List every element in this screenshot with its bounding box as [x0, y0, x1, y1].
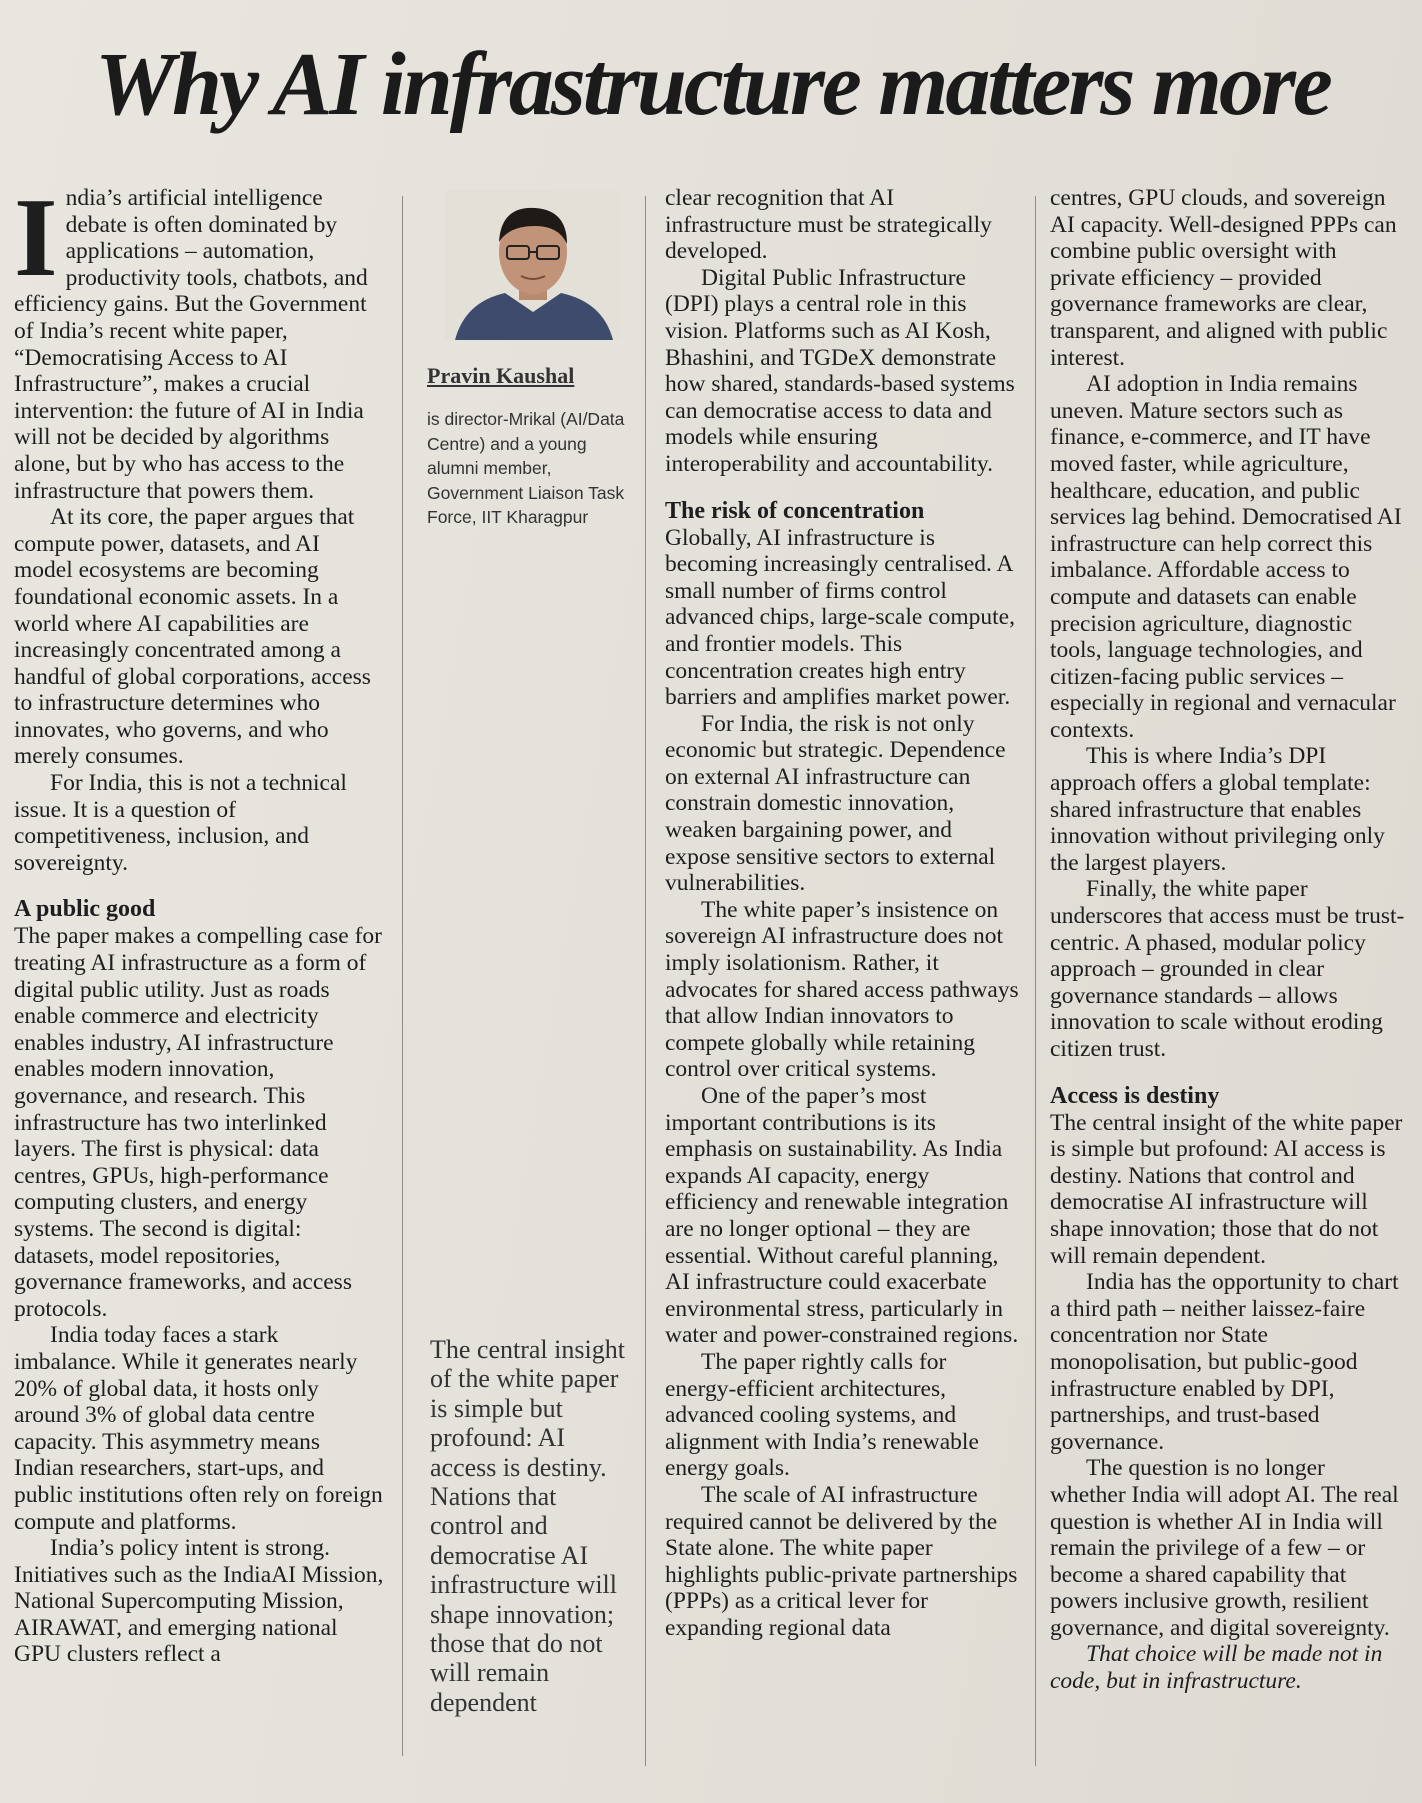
paragraph: At its core, the paper argues that compute power, datasets, and AI model ecosystems are becoming foundational economic assets. In a world where AI capabilities are increasingly concentrated among a handful of global corporations, access to infrastructure determines who innovates, who governs, and who merely consumes.: [14, 504, 371, 770]
author-photo: [445, 190, 620, 340]
paragraph: The central insight of the white paper is simple but profound: AI access is destiny. Nations that control and democratise AI infrastructure will shape innovation; those that do not will remain dependent.: [1050, 1109, 1403, 1269]
article-column-4: [1050, 185, 1405, 1695]
column-divider: [645, 196, 646, 1766]
paragraph: The question is no longer whether India will adopt AI. The real question is whether AI in India will remain the privilege of a few – or become a shared capability that powers inclusive growth, resilient governance, and digital sovereignty.: [1050, 1455, 1399, 1641]
paragraph: India today faces a stark imbalance. While it generates nearly 20% of global data, it hosts only around 3% of global data centre capacity. This asymmetry means Indian researchers, start-ups, and public institutions often rely on foreign compute and platforms.: [14, 1322, 383, 1535]
paragraph: India has the opportunity to chart a third path – neither laissez-faire concentration nor State monopolisation, but public-good infrastructure enabled by DPI, partnerships, and trust-based governance.: [1050, 1269, 1399, 1455]
article-column-1: [14, 176, 384, 1668]
closing-line: That choice will be made not in code, but in infrastructure.: [1050, 1641, 1383, 1695]
subheading-risk-of-concentration: The risk of concentration: [665, 497, 925, 524]
pull-quote: The central insight of the white paper is simple but profound: AI access is destiny. Nations that control and democratise AI infrastructure will shape innovation; those that do not will remain dependent: [430, 1335, 625, 1717]
subheading-public-good: A public good: [14, 896, 156, 923]
paragraph: The paper makes a compelling case for treating AI infrastructure as a form of digital public utility. Just as roads enable commerce and electricity enables industry, AI infrastructure enables modern innovation, governance, and research. This infrastructure has two interlinked layers. The first is physical: data centres, GPUs, high-performance computing clusters, and energy systems. The second is digital: datasets, model repositories, governance frameworks, and access protocols.: [14, 923, 383, 1322]
paragraph: Digital Public Infrastructure (DPI) plays a central role in this vision. Platforms such as AI Kosh, Bhashini, and TGDeX demonstrate how shared, standards-based systems can democratise access to data and models while ensuring interoperability and accountability.: [665, 264, 1015, 477]
lead-paragraph: [14, 176, 384, 504]
paragraph: AI adoption in India remains uneven. Mature sectors such as finance, e-commerce, and IT have moved faster, while agriculture, healthcare, education, and public services lag behind. Democratised AI infrastructure can help correct this imbalance. Affordable access to compute and datasets can enable precision agriculture, diagnostic tools, language technologies, and citizen-facing public services – especially in regional and vernacular contexts.: [1050, 371, 1402, 743]
paragraph-continued: clear recognition that AI infrastructure must be strategically developed.: [665, 185, 992, 265]
author-box: [425, 190, 640, 530]
paragraph: The scale of AI infrastructure required cannot be delivered by the State alone. The white paper highlights public-private partnerships (PPPs) as a critical lever for expanding regional data: [665, 1481, 1018, 1641]
author-name: Pravin Kaushal: [427, 363, 575, 388]
subheading-access-is-destiny: Access is destiny: [1050, 1082, 1220, 1109]
paragraph: For India, this is not a technical issue. It is a question of competitiveness, inclusion, and sovereignty.: [14, 770, 347, 876]
paragraph: India’s policy intent is strong. Initiatives such as the IndiaAI Mission, National Supercomputing Mission, AIRAWAT, and emerging national GPU clusters reflect a: [14, 1535, 384, 1668]
column-divider: [402, 196, 403, 1756]
paragraph: Globally, AI infrastructure is becoming increasingly centralised. A small number of firms control advanced chips, large-scale compute, and frontier models. This concentration creates high entry barriers and amplifies market power.: [665, 524, 1015, 711]
author-bio: is director-Mrikal (AI/Data Centre) and a young alumni member, Government Liaison Task Force, IIT Kharagpur: [427, 409, 625, 527]
drop-cap: I: [14, 176, 58, 300]
headline: Why AI infrastructure matters more: [95, 35, 1330, 134]
paragraph: Finally, the white paper underscores that access must be trust-centric. A phased, modular policy approach – grounded in clear governance standards – allows innovation to scale without eroding citizen trust.: [1050, 876, 1405, 1062]
paragraph: This is where India’s DPI approach offers a global template: shared infrastructure that enables innovation without privileging only the largest players.: [1050, 743, 1385, 876]
paragraph: For India, the risk is not only economic but strategic. Dependence on external AI infrastructure can constrain domestic innovation, weaken bargaining power, and expose sensitive sectors to external vulnerabilities.: [665, 710, 1006, 897]
paragraph: The paper rightly calls for energy-efficient architectures, advanced cooling systems, and alignment with India’s renewable energy goals.: [665, 1348, 979, 1482]
paragraph: One of the paper’s most important contributions is its emphasis on sustainability. As India expands AI capacity, energy efficiency and renewable integration are no longer optional – they are essential. Without careful planning, AI infrastructure could exacerbate environmental stress, particularly in water and power-constrained regions.: [665, 1083, 1019, 1349]
article-column-3: [665, 185, 1020, 1641]
paragraph-continued: centres, GPU clouds, and sovereign AI capacity. Well-designed PPPs can combine public oversight with private efficiency – provided governance frameworks are clear, transparent, and aligned with public interest.: [1050, 185, 1397, 371]
column-divider: [1035, 196, 1036, 1766]
paragraph: The white paper’s insistence on sovereign AI infrastructure does not imply isolationism. Rather, it advocates for shared access pathways that allow Indian innovators to compete globally while retaining control over critical systems.: [665, 896, 1019, 1083]
lead-text: ndia’s artificial intelligence debate is often dominated by applications – automation, productivity tools, chatbots, and efficiency gains. But the Government of India’s recent white paper, “Democratising Access to AI Infrastructure”, makes a crucial intervention: the future of AI in India will not be decided by algorithms alone, but by who has access to the infrastructure that powers them.: [14, 185, 368, 504]
